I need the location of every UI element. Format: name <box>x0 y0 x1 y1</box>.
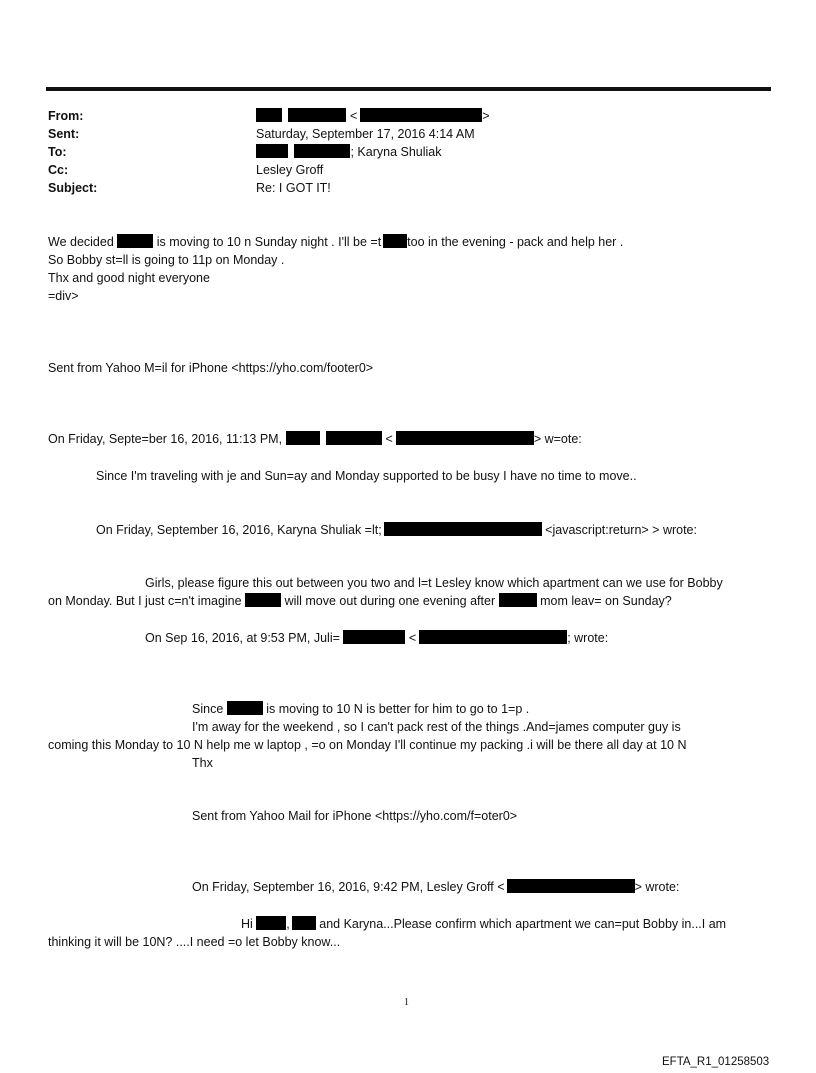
page-number: 1 <box>404 997 409 1008</box>
quote-body: Thx <box>192 756 213 770</box>
text: On Friday, Septe=ber 16, 2016, 11:13 PM, <box>48 432 283 446</box>
text: ; wrote: <box>567 631 609 645</box>
redaction <box>256 916 286 930</box>
quote-body: coming this Monday to 10 N help me w laptop , =o on Monday I'll continue my packing .i will be there all day at 10 N <box>48 738 687 752</box>
from-label: From: <box>48 109 84 123</box>
header-rule <box>46 87 771 91</box>
text: Since <box>192 702 224 716</box>
text: On Friday, September 16, 2016, Karyna Shuliak =lt; <box>96 523 382 537</box>
document-id: EFTA_R1_01258503 <box>662 1056 770 1068</box>
redaction <box>256 144 288 158</box>
to-value <box>256 143 442 161</box>
quote-body: Since I'm traveling with je and Sun=ay and Monday supported to be busy I have no time to move.. <box>96 469 637 483</box>
text: too in the evening - pack and help her . <box>407 235 624 249</box>
redaction <box>419 630 567 644</box>
body-line <box>48 233 623 251</box>
quote-header <box>192 878 679 896</box>
redaction <box>245 593 281 607</box>
to-suffix: ; Karyna Shuliak <box>350 145 442 159</box>
redaction <box>499 593 537 607</box>
text: < <box>408 631 417 645</box>
redaction <box>292 916 316 930</box>
redaction <box>227 701 263 715</box>
quote-body: I'm away for the weekend , so I can't pack rest of the things .And=james computer guy is <box>192 720 681 734</box>
quote-body <box>48 592 672 610</box>
text: mom leav= on Sunday? <box>540 594 672 608</box>
redaction <box>256 108 282 122</box>
sent-label: Sent: <box>48 127 80 141</box>
redaction <box>384 522 542 536</box>
redaction <box>286 431 320 445</box>
text: and Karyna...Please confirm which apartment we can=put Bobby in...I am <box>319 917 727 931</box>
body-line: Thx and good night everyone <box>48 271 210 285</box>
text: Hi <box>241 917 253 931</box>
text: <javascript:return> > wrote: <box>545 523 697 537</box>
text: , <box>286 917 290 931</box>
redaction <box>396 431 534 445</box>
cc-value: Lesley Groff <box>256 163 324 177</box>
sent-value: Saturday, September 17, 2016 4:14 AM <box>256 127 475 141</box>
from-value <box>256 107 490 125</box>
redaction <box>117 234 153 248</box>
text: On Sep 16, 2016, at 9:53 PM, Juli= <box>145 631 340 645</box>
from-gt: > <box>482 109 490 123</box>
from-lt: < <box>349 109 358 123</box>
quote-header <box>96 521 697 539</box>
redaction <box>326 431 382 445</box>
redaction <box>288 108 346 122</box>
cc-label: Cc: <box>48 163 69 177</box>
signature-line: Sent from Yahoo M=il for iPhone <https://yho.com/footer0> <box>48 361 374 375</box>
to-label: To: <box>48 145 67 159</box>
text: > wrote: <box>634 880 680 894</box>
redaction <box>343 630 405 644</box>
redaction <box>294 144 350 158</box>
subject-value: Re: I GOT IT! <box>256 181 331 195</box>
text: will move out during one evening after <box>284 594 496 608</box>
text: On Friday, September 16, 2016, 9:42 PM, Lesley Groff < <box>192 880 505 894</box>
quote-header <box>48 430 582 448</box>
text: > w=ote: <box>533 432 582 446</box>
quote-body <box>241 915 726 933</box>
subject-label: Subject: <box>48 181 98 195</box>
body-line: =div> <box>48 289 79 303</box>
text: We decided <box>48 235 114 249</box>
quote-body: Girls, please figure this out between you two and l=t Lesley know which apartment can we use for Bobby <box>145 576 723 590</box>
redaction <box>360 108 482 122</box>
text: is moving to 10 N is better for him to go to 1=p . <box>266 702 530 716</box>
redaction <box>507 879 635 893</box>
signature-line: Sent from Yahoo Mail for iPhone <https://yho.com/f=oter0> <box>192 809 518 823</box>
quote-body <box>192 700 529 718</box>
redaction <box>383 234 407 248</box>
body-line: So Bobby st=ll is going to 11p on Monday . <box>48 253 285 267</box>
text: on Monday. But I just c=n't imagine <box>48 594 242 608</box>
quote-header <box>145 629 608 647</box>
text: is moving to 10 n Sunday night . I'll be =t <box>156 235 382 249</box>
text: < <box>385 432 393 446</box>
quote-body: thinking it will be 10N? ....I need =o let Bobby know... <box>48 935 341 949</box>
